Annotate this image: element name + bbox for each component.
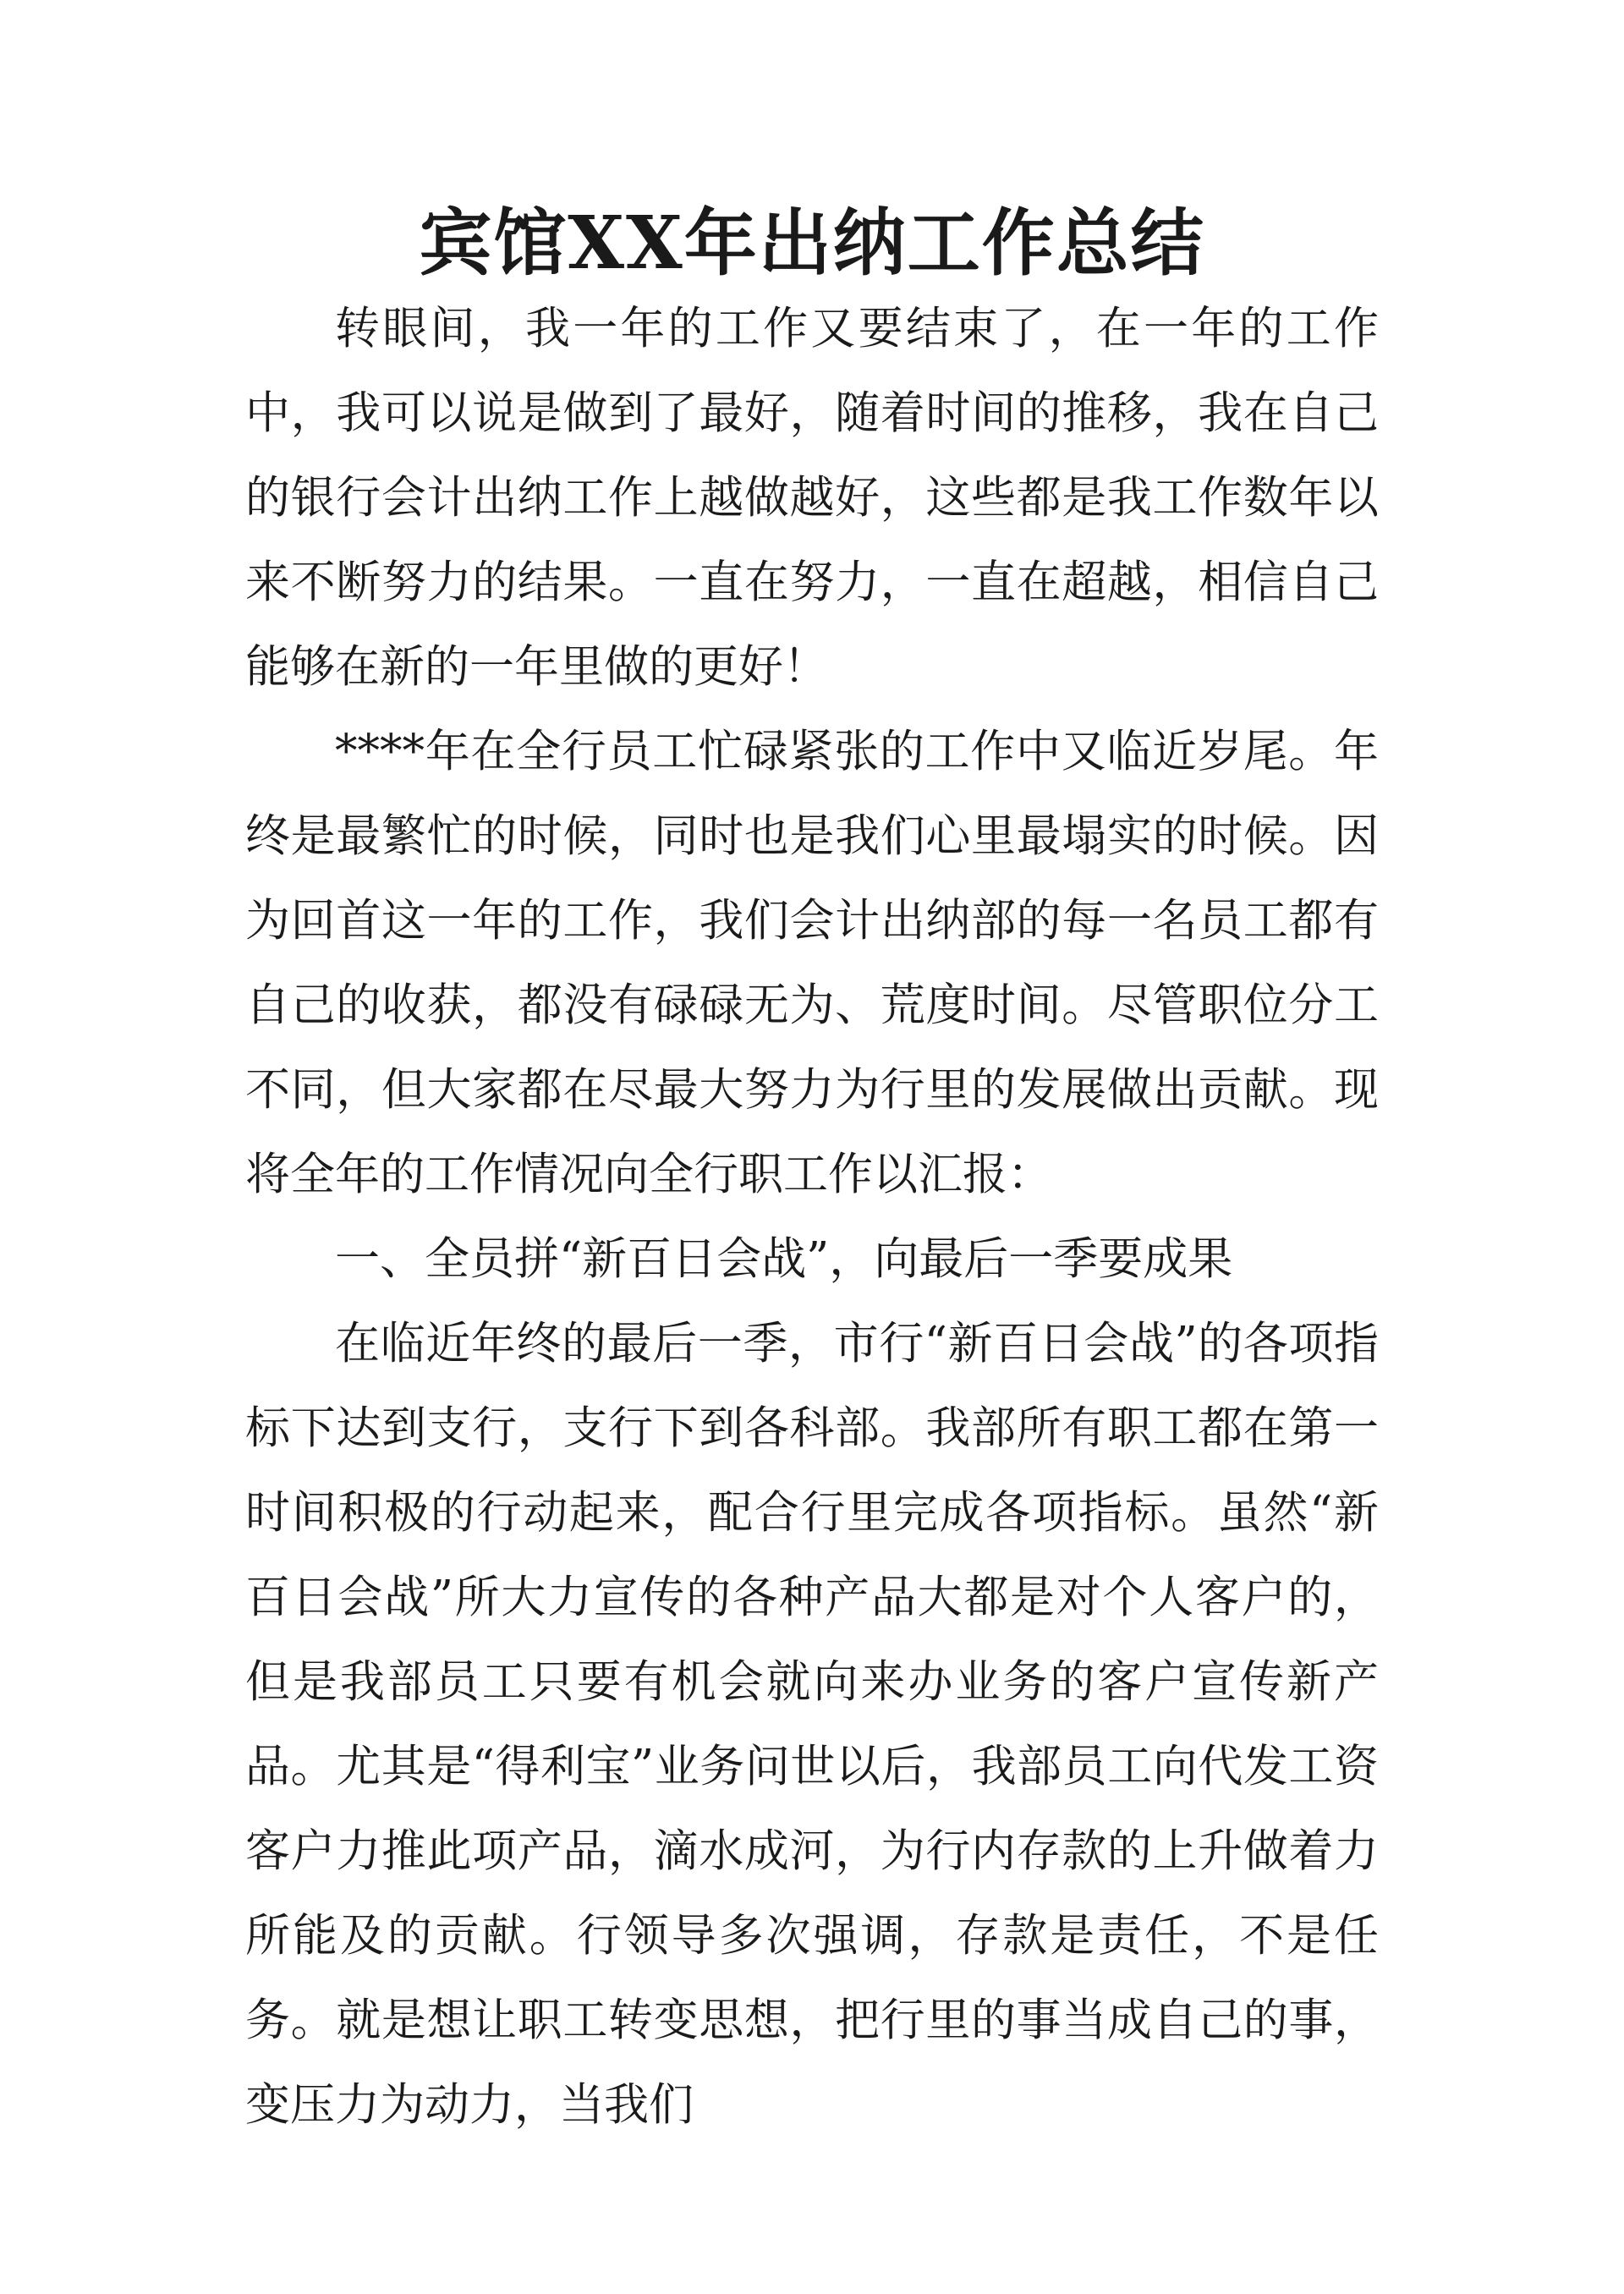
paragraph-section-1: 在临近年终的最后一季，市行“新百日会战”的各项指标下达到支行，支行下到各科部。我部所有职工都在第一时间积极的行动起来，配合行里完成各项指标。虽然“新百日会战”所大力宣传的各种产品大都是对个人客户的，但是我部员工只要有机会就向来办业务的客户宣传新产品。尤其是“得利宝”业务问世以后，我部员工向代发工资客户力推此项产品，滴水成河，为行内存款的上升做着力所能及的贡献。行领导多次强调，存款是责任，不是任务。就是想让职工转变思想，把行里的事当成自己的事，变压力为动力，当我们 [245, 1318, 1379, 2131]
document-title: 宾馆XX年出纳工作总结 [419, 200, 1205, 286]
section-heading-1: 一、全员拼“新百日会战”，向最后一季要成果 [335, 1233, 1233, 1285]
paragraph-year-summary: ****年在全行员工忙碌紧张的工作中又临近岁尾。年终是最繁忙的时候，同时也是我们心里最塌实的时候。因为回首这一年的工作，我们会计出纳部的每一名员工都有自己的收获，都没有碌碌无为、荒度时间。尽管职位分工不同，但大家都在尽最大努力为行里的发展做出贡献。现将全年的工作情况向全行职工作以汇报： [245, 726, 1379, 1200]
document-body [245, 287, 1379, 2148]
paragraph-intro: 转眼间，我一年的工作又要结束了，在一年的工作中，我可以说是做到了最好，随着时间的推移，我在自己的银行会计出纳工作上越做越好，这些都是我工作数年以来不断努力的结果。一直在努力，一直在超越，相信自己能够在新的一年里做的更好！ [245, 303, 1379, 693]
